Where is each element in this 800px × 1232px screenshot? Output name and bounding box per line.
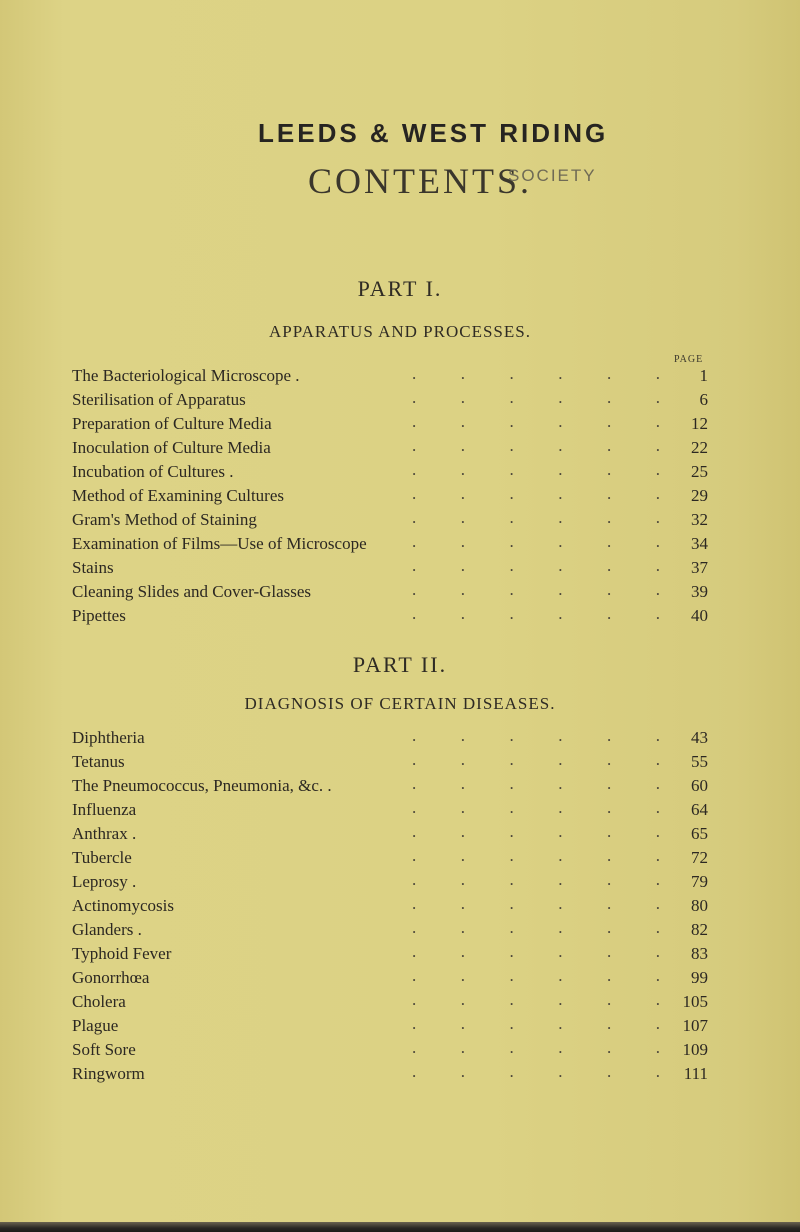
toc-entry-page: 72 [691,848,708,867]
toc-entry-title: Examination of Films—Use of Microscope [72,534,367,553]
toc-entry-page: 34 [691,534,708,553]
toc-entry [72,750,708,774]
library-stamp: LEEDS & WEST RIDING [258,118,609,148]
toc-entry-title: Soft Sore [72,1040,136,1059]
toc-entry [72,580,708,604]
part2-title: PART II. [352,652,448,677]
toc-entry [72,774,708,798]
toc-entry-page: 1 [699,366,708,385]
toc-entry-title: The Pneumococcus, Pneumonia, &c. . [72,776,332,795]
toc-entry-title: The Bacteriological Microscope . [72,366,300,385]
toc-entry [72,726,708,750]
dot-leader: . . . . . . [412,798,660,817]
dot-leader: . . . . . . [412,822,660,841]
dot-leader: . . . . . . [412,774,660,793]
dot-leader: . . . . . . [412,436,660,455]
dot-leader: . . . . . . [412,750,660,769]
toc-entry [72,870,708,894]
toc-entry-title: Tetanus [72,752,125,771]
dot-leader: . . . . . . [412,580,660,599]
toc-entry-title: Ringworm [72,1064,145,1083]
part1-subtitle: APPARATUS AND PROCESSES. [269,322,531,341]
toc-entry-title: Sterilisation of Apparatus [72,390,246,409]
toc-entry [72,894,708,918]
toc-entry-page: 32 [691,510,708,529]
toc-entry-page: 60 [691,776,708,795]
dot-leader: . . . . . . [412,918,660,937]
dot-leader: . . . . . . [412,966,660,985]
toc-entry-page: 64 [691,800,708,819]
toc-entry-title: Incubation of Cultures . [72,462,234,481]
dot-leader: . . . . . . [412,484,660,503]
toc-entry-title: Inoculation of Culture Media [72,438,271,457]
page-column-label: PAGE [674,354,704,365]
toc-entry [72,604,708,628]
toc-entry-title: Anthrax . [72,824,137,843]
dot-leader: . . . . . . [412,412,660,431]
dot-leader: . . . . . . [412,460,660,479]
toc-entry-page: 39 [691,582,708,601]
toc-entry-title: Leprosy . [72,872,137,891]
toc-entry-page: 107 [682,1016,708,1035]
toc-entry-title: Plague [72,1016,119,1035]
toc-entry-title: Influenza [72,800,137,819]
toc-entry [72,436,708,460]
toc-entry-title: Glanders . [72,920,142,939]
page-edge-shadow [0,1222,800,1232]
dot-leader: . . . . . . [412,556,660,575]
toc-entry [72,532,708,556]
toc-entry [72,966,708,990]
dot-leader: . . . . . . [412,364,660,383]
dot-leader: . . . . . . [412,388,660,407]
toc-entry-page: 99 [691,968,708,987]
toc-entry-page: 80 [691,896,708,915]
society-stamp: SOCIETY [508,166,597,185]
toc-entry-title: Gram's Method of Staining [72,510,257,529]
toc-entry-title: Method of Examining Cultures [72,486,285,505]
toc-entry-page: 12 [691,414,708,433]
toc-entry-title: Cholera [72,992,126,1011]
contents-heading: CONTENTS. [308,161,532,201]
toc-entry-page: 83 [691,944,708,963]
dot-leader: . . . . . . [412,1062,660,1081]
toc-entry [72,484,708,508]
toc-entry [72,1038,708,1062]
dot-leader: . . . . . . [412,894,660,913]
toc-entry [72,942,708,966]
toc-entry-page: 55 [691,752,708,771]
toc-entry-title: Pipettes [72,606,126,625]
toc-entry-page: 6 [699,390,708,409]
toc-entry-page: 22 [691,438,708,457]
toc-entry-title: Cleaning Slides and Cover-Glasses [72,582,312,601]
toc-entry [72,412,708,436]
part1-toc [72,364,708,628]
dot-leader: . . . . . . [412,990,660,1009]
part1-title: PART I. [357,276,443,301]
toc-entry [72,798,708,822]
dot-leader: . . . . . . [412,604,660,623]
part2-subtitle: DIAGNOSIS OF CERTAIN DISEASES. [244,694,556,713]
toc-entry [72,918,708,942]
toc-entry [72,364,708,388]
part2-toc [72,726,708,1086]
toc-entry [72,388,708,412]
toc-entry-title: Preparation of Culture Media [72,414,272,433]
dot-leader: . . . . . . [412,846,660,865]
dot-leader: . . . . . . [412,532,660,551]
toc-entry [72,822,708,846]
dot-leader: . . . . . . [412,942,660,961]
toc-entry [72,846,708,870]
toc-entry-page: 79 [691,872,708,891]
toc-entry [72,556,708,580]
dot-leader: . . . . . . [412,1038,660,1057]
toc-entry [72,1062,708,1086]
toc-entry-page: 105 [682,992,708,1011]
toc-entry-title: Gonorrhœa [72,968,150,987]
toc-entry-title: Stains [72,558,114,577]
dot-leader: . . . . . . [412,1014,660,1033]
toc-entry-page: 43 [691,728,708,747]
toc-entry-page: 82 [691,920,708,939]
toc-entry-title: Typhoid Fever [72,944,172,963]
toc-entry [72,460,708,484]
toc-entry [72,1014,708,1038]
toc-entry-title: Actinomycosis [72,896,174,915]
toc-entry-page: 37 [691,558,708,577]
toc-entry-page: 109 [682,1040,708,1059]
toc-entry-page: 29 [691,486,708,505]
toc-entry [72,990,708,1014]
toc-entry-page: 65 [691,824,708,843]
dot-leader: . . . . . . [412,726,660,745]
toc-entry [72,508,708,532]
dot-leader: . . . . . . [412,508,660,527]
toc-entry-page: 111 [683,1064,708,1083]
dot-leader: . . . . . . [412,870,660,889]
toc-entry-page: 40 [691,606,708,625]
toc-entry-page: 25 [691,462,708,481]
toc-entry-title: Diphtheria [72,728,145,747]
toc-entry-title: Tubercle [72,848,132,867]
